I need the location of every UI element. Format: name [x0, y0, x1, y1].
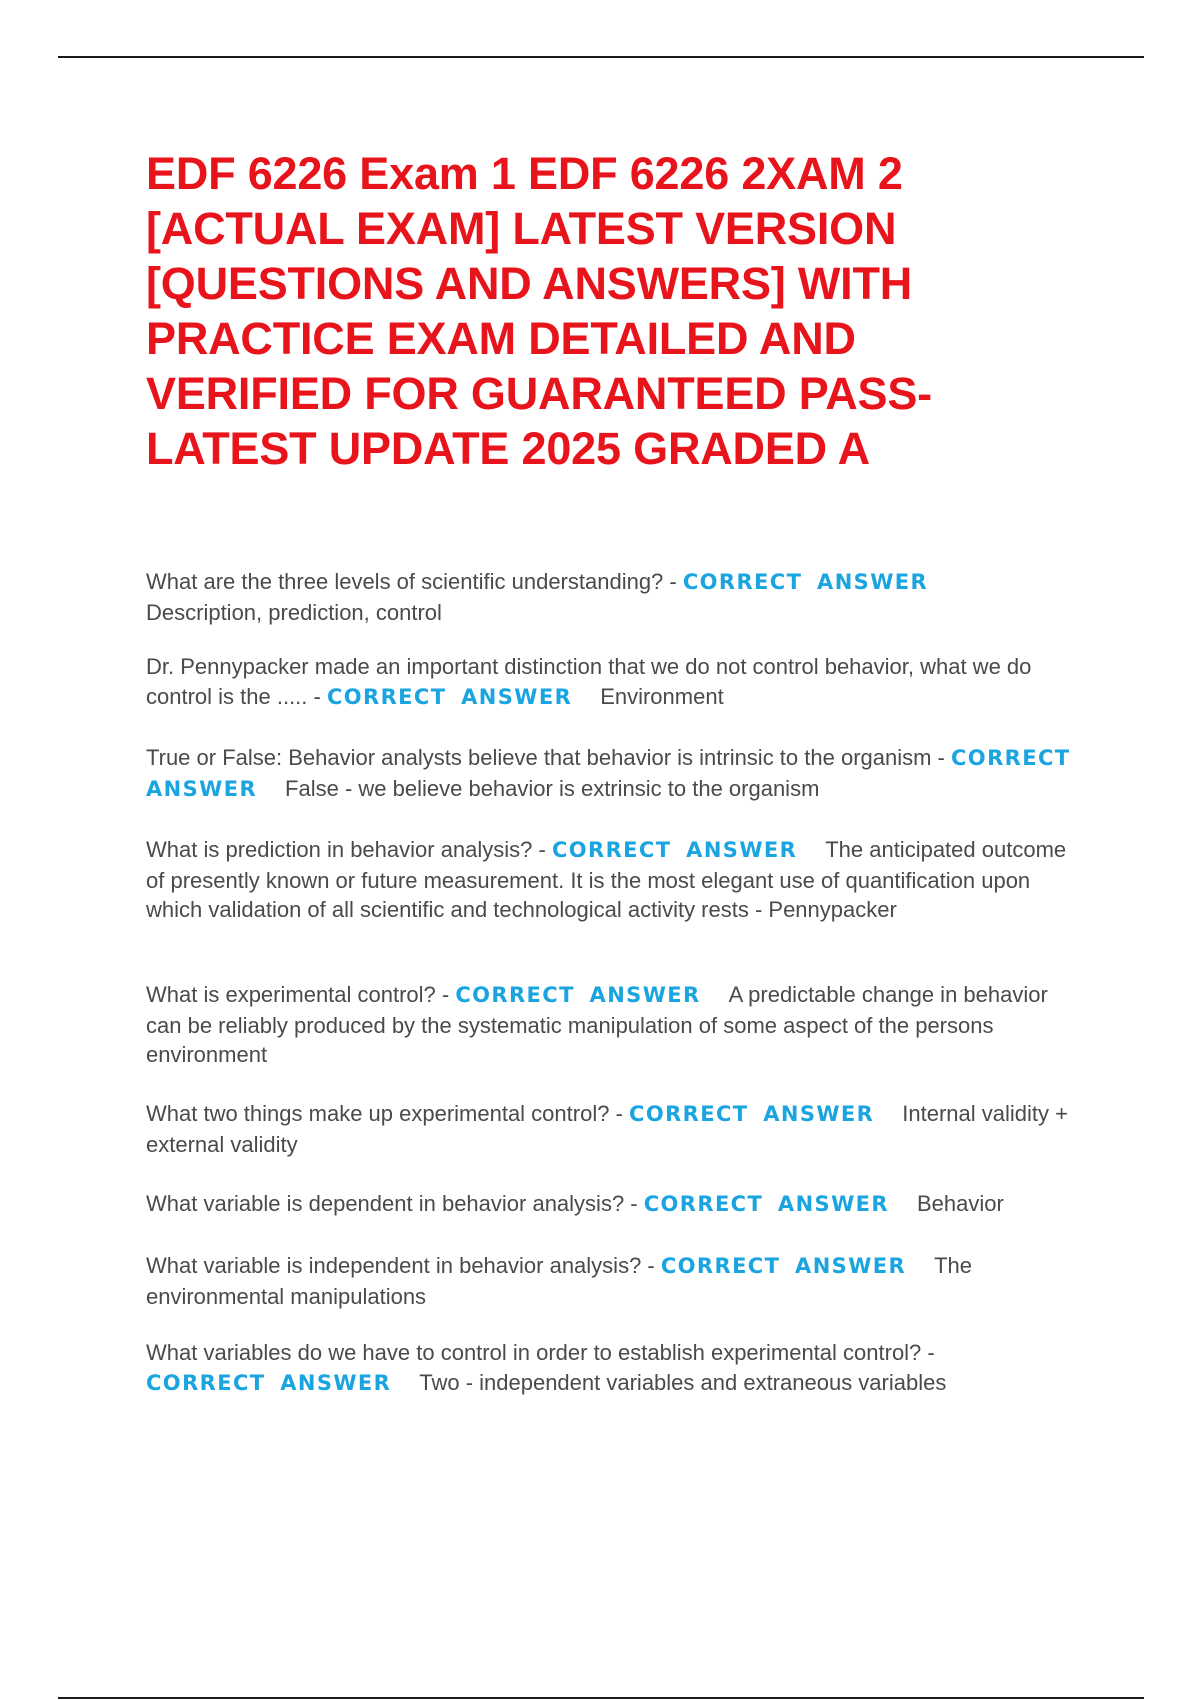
qa-item: [146, 1338, 1086, 1398]
answer-text: Environment: [600, 683, 724, 709]
qa-item: [146, 980, 1086, 1070]
qa-item: [146, 567, 1086, 627]
bottom-rule: [58, 1697, 1144, 1699]
question-text: What two things make up experimental control? -: [146, 1101, 630, 1126]
question-text: True or False: Behavior analysts believe that behavior is intrinsic to the organism -: [146, 745, 951, 770]
answer-text: The anticipated outcome of presently known or future measurement. It is the most elegant use of quantification upon which validation of all scientific and technological activity rests - Pennypacker: [146, 837, 1067, 922]
qa-item: [146, 835, 1086, 925]
question-text: What variables do we have to control in order to establish experimental control? -: [146, 1340, 935, 1365]
question-text: What variable is independent in behavior analysis? -: [146, 1253, 661, 1278]
answer-text: A predictable change in behavior can be reliably produced by the systematic manipulation of some aspect of the persons environment: [146, 982, 1048, 1067]
correct-answer-label: CORRECT ANSWER: [551, 838, 798, 862]
question-text: What is prediction in behavior analysis? -: [146, 837, 552, 862]
correct-answer-label: CORRECT ANSWER: [146, 746, 1071, 801]
answer-text: Two - independent variables and extraneous variables: [419, 1369, 947, 1395]
qa-item: [146, 652, 1086, 712]
document-title: EDF 6226 Exam 1 EDF 6226 2XAM 2 [ACTUAL EXAM] LATEST VERSION [QUESTIONS AND ANSWERS] WITH PRACTICE EXAM DETAILED AND VERIFIED FOR GUARANTEED PASS- LATEST UPDATE 2025 GRADED A: [146, 148, 932, 474]
question-text: What is experimental control? -: [146, 982, 456, 1007]
question-text: What variable is dependent in behavior analysis? -: [146, 1191, 644, 1216]
correct-answer-label: CORRECT ANSWER: [326, 684, 573, 709]
answer-text: Description, prediction, control: [146, 599, 442, 625]
question-text: What are the three levels of scientific understanding? -: [146, 569, 683, 594]
answer-text: The environmental manipulations: [146, 1253, 973, 1309]
correct-answer-label: CORRECT ANSWER: [682, 570, 929, 594]
qa-item: [146, 1099, 1086, 1159]
answer-text: False - we believe behavior is extrinsic to the organism: [285, 775, 820, 801]
correct-answer-label: CORRECT ANSWER: [660, 1254, 907, 1278]
qa-item: [146, 743, 1086, 804]
top-rule: [58, 56, 1144, 58]
answer-text: Behavior: [916, 1191, 1004, 1216]
qa-item: [146, 1251, 1086, 1311]
correct-answer-label: CORRECT ANSWER: [643, 1192, 889, 1216]
question-text: Dr. Pennypacker made an important distinction that we do not control behavior, what we do control is the ..... -: [146, 654, 1032, 709]
correct-answer-label: CORRECT ANSWER: [146, 1370, 392, 1395]
qa-item: [146, 1189, 1086, 1220]
correct-answer-label: CORRECT ANSWER: [629, 1102, 875, 1126]
correct-answer-label: CORRECT ANSWER: [455, 983, 701, 1007]
answer-text: Internal validity + external validity: [146, 1101, 1068, 1157]
